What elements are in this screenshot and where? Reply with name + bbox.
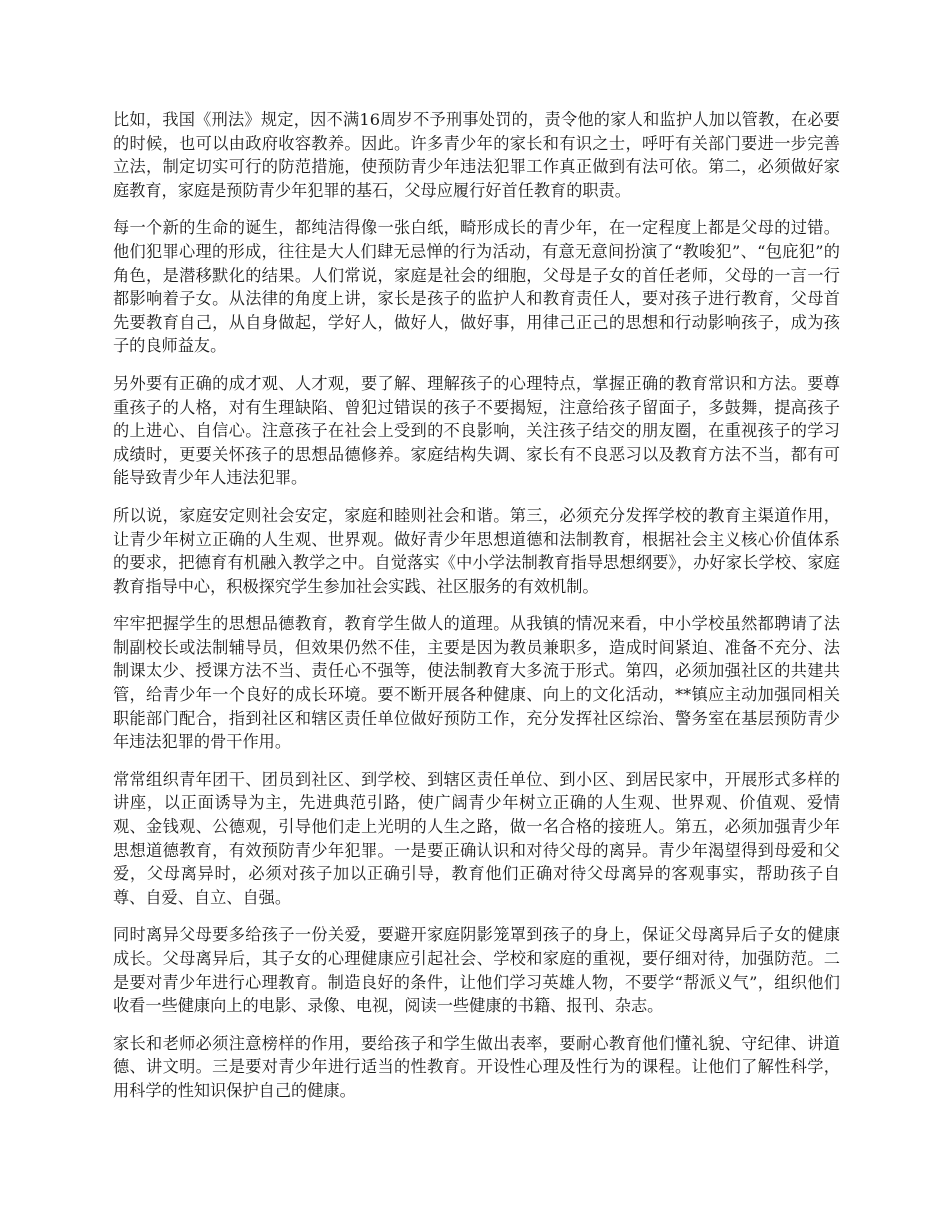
paragraph-8: 家长和老师必须注意榜样的作用，要给孩子和学生做出表率，要耐心教育他们懂礼貌、守纪律、讲道德、讲文明。三是要对青少年进行适当的性教育。开设性心理及性行为的课程。让他们了解性科学，用科学的性知识保护自己的健康。 bbox=[113, 1033, 840, 1100]
paragraph-2: 每一个新的生命的诞生，都纯洁得像一张白纸，畸形成长的青少年，在一定程度上都是父母的过错。他们犯罪心理的形成，往往是大人们肆无忌惮的行为活动，有意无意间扮演了“教唆犯”、“包庇犯”的角色，是潜移默化的结果。人们常说，家庭是社会的细胞，父母是子女的首任老师，父母的一言一行都影响着子女。从法律的角度上讲，家长是孩子的监护人和教育责任人，要对孩子进行教育，父母首先要教育自己，从自身做起，学好人，做好人，做好事，用律己正己的思想和行动影响孩子，成为孩子的良师益友。 bbox=[113, 218, 840, 356]
paragraph-6: 常常组织青年团干、团员到社区、到学校、到辖区责任单位、到小区、到居民家中，开展形式多样的讲座，以正面诱导为主，先进典范引路，使广阔青少年树立正确的人生观、世界观、价值观、爱情观、金钱观、公德观，引导他们走上光明的人生之路，做一名合格的接班人。第五，必须加强青少年思想道德教育，有效预防青少年犯罪。一是要正确认识和对待父母的离异。青少年渴望得到母爱和父爱，父母离异时，必须对孩子加以正确引导，教育他们正确对待父母离异的客观事实，帮助孩子自尊、自爱、自立、自强。 bbox=[113, 769, 840, 907]
paragraph-4: 所以说，家庭安定则社会安定，家庭和睦则社会和谐。第三，必须充分发挥学校的教育主渠道作用，让青少年树立正确的人生观、世界观。做好青少年思想道德和法制教育，根据社会主义核心价值体系的要求，把德育有机融入教学之中。自觉落实《中小学法制教育指导思想纲要》，办好家长学校、家庭教育指导中心，积极探究学生参加社会实践、社区服务的有效机制。 bbox=[113, 505, 840, 596]
paragraph-5: 牢牢把握学生的思想品德教育，教育学生做人的道理。从我镇的情况来看，中小学校虽然都聘请了法制副校长或法制辅导员，但效果仍然不佳，主要是因为教员兼职多，造成时间紧迫、准备不充分、法制课太少、授课方法不当、责任心不强等，使法制教育大多流于形式。第四，必须加强社区的共建共管，给青少年一个良好的成长环境。要不断开展各种健康、向上的文化活动，**镇应主动加强同相关职能部门配合，指到社区和辖区责任单位做好预防工作，充分发挥社区综治、警务室在基层预防青少年违法犯罪的骨干作用。 bbox=[113, 614, 840, 752]
paragraph-3: 另外要有正确的成才观、人才观，要了解、理解孩子的心理特点，掌握正确的教育常识和方法。要尊重孩子的人格，对有生理缺陷、曾犯过错误的孩子不要揭短，注意给孩子留面子，多鼓舞，提高孩子的上进心、自信心。注意孩子在社会上受到的不良影响，关注孩子结交的朋友圈，在重视孩子的学习成绩时，更要关怀孩子的思想品德修养。家庭结构失调、家长有不良恶习以及教育方法不当，都有可能导致青少年人违法犯罪。 bbox=[113, 373, 840, 488]
paragraph-1: 比如，我国《刑法》规定，因不满16周岁不予刑事处罚的，责令他的家人和监护人加以管教，在必要的时候，也可以由政府收容教养。因此。许多青少年的家长和有识之士，呼吁有关部门要进一步完善立法，制定切实可行的防范措施，使预防青少年违法犯罪工作真正做到有法可依。第二，必须做好家庭教育，家庭是预防青少年犯罪的基石，父母应履行好首任教育的职责。 bbox=[113, 110, 840, 200]
document-page bbox=[113, 108, 840, 1117]
paragraph-7: 同时离异父母要多给孩子一份关爱，要避开家庭阴影笼罩到孩子的身上，保证父母离异后子女的健康成长。父母离异后，其子女的心理健康应引起社会、学校和家庭的重视，要仔细对待，加强防范。二是要对青少年进行心理教育。制造良好的条件，让他们学习英雄人物，不要学“帮派义气”，组织他们收看一些健康向上的电影、录像、电视，阅读一些健康的书籍、报刊、杂志。 bbox=[113, 925, 840, 1016]
